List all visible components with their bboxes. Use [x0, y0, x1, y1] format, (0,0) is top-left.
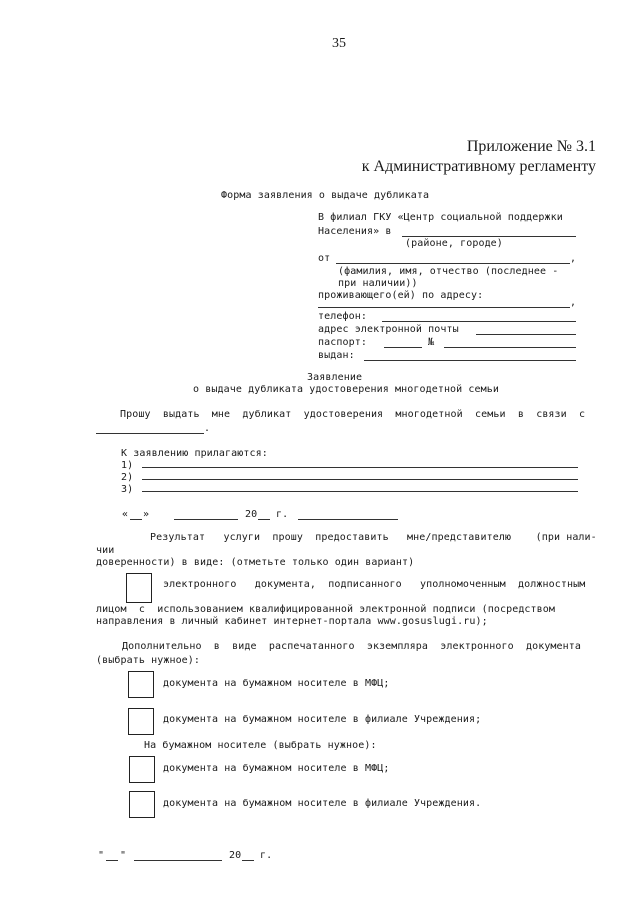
date-close-quote: » [143, 509, 150, 520]
email-field[interactable] [476, 334, 576, 335]
statement-subtitle: о выдаче дубликата удостоверения многодетной семьи [193, 384, 500, 395]
date-year-field[interactable] [258, 519, 270, 520]
option-paper-mfc: документа на бумажном носителе в МФЦ; [163, 763, 390, 774]
attachment-number: 1) [121, 460, 134, 471]
date-year-prefix: 20 [245, 509, 258, 520]
option-electronic-line2: лицом с использованием квалифицированной электронной подписи (посредством [96, 604, 556, 615]
name-hint-line1: (фамилия, имя, отчество (последнее - [338, 266, 559, 277]
passport-label: паспорт: [318, 337, 367, 348]
phone-field[interactable] [382, 321, 576, 322]
phone-label: телефон: [318, 311, 367, 322]
result-line2: чии [96, 545, 115, 556]
reason-field[interactable] [96, 433, 204, 434]
passport-number-field[interactable] [444, 347, 576, 348]
option-electronic-line3: направления в личный кабинет интернет-портала www.gosuslugi.ru); [96, 616, 488, 627]
addressee-line2: Населения» в [318, 226, 392, 237]
date-month-field[interactable] [174, 519, 238, 520]
request-end-dot: . [204, 423, 211, 434]
option-printed-mfc: документа на бумажном носителе в МФЦ; [163, 678, 390, 689]
checkbox-printed-branch[interactable] [128, 708, 154, 735]
district-field[interactable] [402, 236, 576, 237]
date2-year-field[interactable] [242, 860, 254, 861]
issued-label: выдан: [318, 350, 355, 361]
attachments-title: К заявлению прилагаются: [121, 448, 268, 459]
statement-title: Заявление [307, 372, 363, 383]
date2-open-quote: " [98, 850, 105, 861]
addressee-line1: В филиал ГКУ «Центр социальной поддержки [318, 212, 563, 223]
paper-title: На бумажном носителе (выбрать нужное): [144, 740, 377, 751]
result-line3: доверенности) в виде: (отметьте только один вариант) [96, 557, 415, 568]
attachment-number: 3) [121, 484, 134, 495]
date2-day-field[interactable] [106, 860, 118, 861]
date-day-field[interactable] [130, 519, 142, 520]
date2-year-suffix: г. [260, 850, 273, 861]
result-line1: Результат услуги прошу предоставить мне/представителю (при нали- [150, 532, 597, 543]
option-paper-branch: документа на бумажном носителе в филиале Учреждения. [163, 798, 482, 809]
attachment-field-2[interactable] [142, 479, 578, 480]
residing-label: проживающего(ей) по адресу: [318, 290, 484, 301]
address-field[interactable] [318, 307, 570, 308]
comma: , [570, 297, 577, 308]
option-printed-branch: документа на бумажном носителе в филиале Учреждения; [163, 714, 482, 725]
date-year-suffix: г. [276, 509, 289, 520]
option-electronic-line1: электронного документа, подписанного уполномоченным должностным [163, 579, 586, 590]
attachment-field-1[interactable] [142, 467, 578, 468]
signature-field[interactable] [298, 519, 398, 520]
date-open-quote: « [122, 509, 129, 520]
annex-regulation: к Административному регламенту [361, 158, 596, 175]
passport-number-sign: № [428, 337, 435, 348]
comma: , [570, 253, 577, 264]
issued-field[interactable] [364, 360, 576, 361]
form-title: Форма заявления о выдаче дубликата [221, 190, 430, 201]
name-hint-line2: при наличии)) [338, 278, 418, 289]
additional-line2: (выбрать нужное): [96, 655, 201, 666]
district-hint: (районе, городе) [405, 238, 503, 249]
date2-year-prefix: 20 [229, 850, 242, 861]
checkbox-printed-mfc[interactable] [128, 671, 154, 698]
attachment-field-3[interactable] [142, 491, 578, 492]
from-label: от [318, 253, 331, 264]
email-label: адрес электронной почты [318, 324, 459, 335]
date2-close-quote: " [120, 850, 127, 861]
applicant-name-field[interactable] [336, 263, 570, 264]
additional-line1: Дополнительно в виде распечатанного экземпляра электронного документа [122, 641, 582, 652]
annex-title: Приложение № 3.1 [466, 138, 596, 155]
passport-series-field[interactable] [384, 347, 422, 348]
checkbox-paper-mfc[interactable] [129, 756, 155, 783]
request-text: Прошу выдать мне дубликат удостоверения многодетной семьи в связи с [120, 409, 586, 420]
checkbox-paper-branch[interactable] [129, 791, 155, 818]
page-number: 35 [332, 36, 346, 51]
date2-month-field[interactable] [134, 860, 222, 861]
checkbox-electronic[interactable] [126, 573, 152, 603]
attachment-number: 2) [121, 472, 134, 483]
